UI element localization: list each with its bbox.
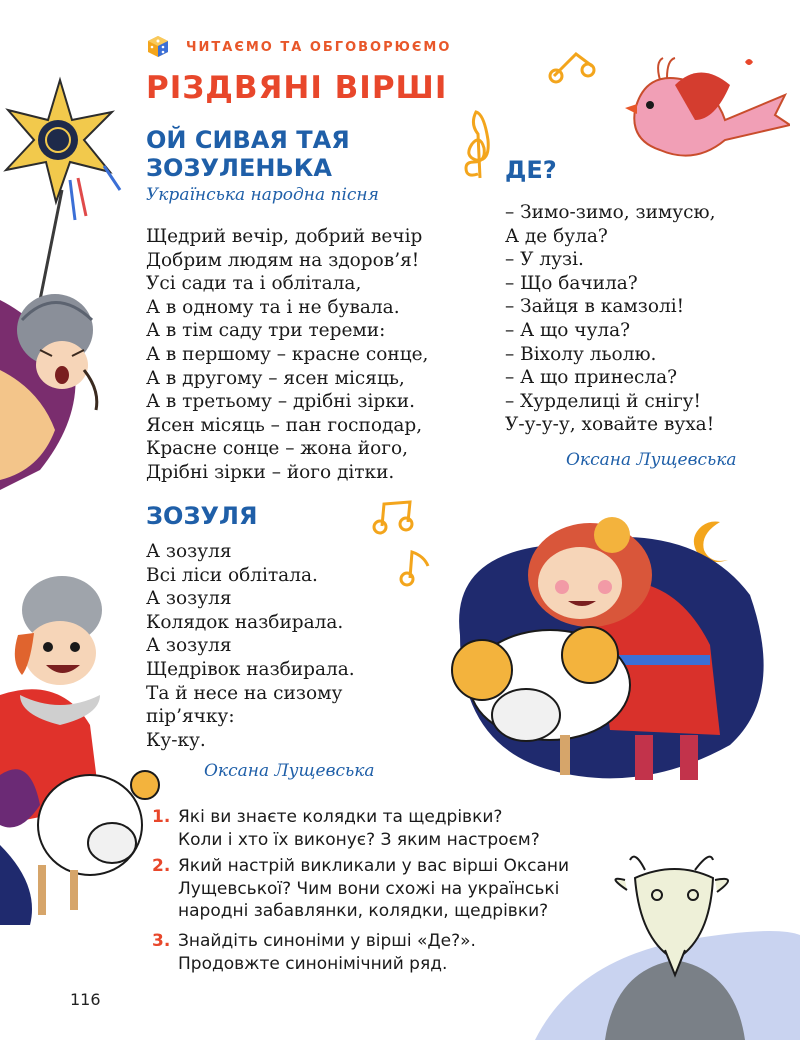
- poem-line: – А що чула?: [505, 319, 631, 341]
- music-note-icon: [370, 498, 420, 538]
- poem-line: Всі ліси облітала.: [146, 564, 318, 586]
- poem-line: А зозуля: [146, 635, 232, 657]
- poem-line: – Що бачила?: [505, 272, 638, 294]
- question-item: [152, 806, 540, 851]
- poem-subtitle: Українська народна пісня: [146, 185, 379, 205]
- poem-author: Оксана Лущевська: [204, 761, 375, 781]
- poem-line: У-у-у-у, ховайте вуха!: [505, 414, 715, 436]
- poem-line: А де була?: [505, 225, 608, 247]
- poem-title-line: ЗОЗУЛЕНЬКА: [146, 154, 332, 182]
- question-line: народні забавлянки, колядки, щедрівки?: [178, 901, 549, 921]
- star-icon: [0, 70, 125, 230]
- question-line: Лущевської? Чим вони схожі на українські: [178, 878, 560, 899]
- question-line: Знайдіть синоніми у вірші «Де?».: [178, 931, 476, 951]
- poem-title: ДЕ?: [505, 156, 557, 184]
- poem-line: А в першому – красне сонце,: [146, 343, 429, 365]
- question-number: 2.: [152, 856, 171, 876]
- question-number: 3.: [152, 931, 171, 951]
- poem-text: [146, 225, 428, 485]
- poem-line: Щедрий вечір, добрий вечір: [146, 226, 423, 247]
- poem-line: Дрібні зірки – його дітки.: [146, 461, 395, 483]
- poem-line: Добрим людям на здоров’я!: [146, 249, 420, 271]
- music-note-icon: [398, 548, 434, 588]
- poem-line: Ясен місяць – пан господар,: [146, 414, 423, 436]
- dice-icon: [146, 34, 170, 58]
- poem-line: пір’ячку:: [146, 706, 235, 728]
- question-line: Коли і хто їх виконує? З яким настроєм?: [178, 829, 540, 850]
- poem-line: – Віхолу льолю.: [505, 343, 657, 365]
- poem-line: – Зайця в камзолі!: [505, 296, 685, 318]
- poem-title: [146, 126, 350, 182]
- poem-line: Колядок назбирала.: [146, 611, 344, 633]
- question-line: Які ви знаєте колядки та щедрівки?: [178, 807, 503, 827]
- page-number: 116: [70, 990, 101, 1009]
- goat-illustration: [535, 850, 800, 1040]
- question-line: Продовжте синонімічний ряд.: [178, 953, 448, 974]
- question-item: [152, 930, 476, 975]
- poem-line: Усі сади та і облітала,: [146, 273, 362, 295]
- music-note-icon: [548, 46, 598, 86]
- question-line: Який настрій викликали у вас вірші Оксани: [178, 856, 570, 876]
- section-label: ЧИТАЄМО ТА ОБГОВОРЮЄМО: [186, 40, 452, 55]
- boy-with-ram-illustration: [0, 565, 160, 925]
- poem-line: А в третьому – дрібні зірки.: [146, 391, 415, 413]
- page-title: РІЗДВЯНІ ВІРШІ: [146, 70, 448, 106]
- bird-illustration: [605, 50, 790, 165]
- poem-line: А зозуля: [146, 588, 232, 610]
- poem-text: [146, 540, 355, 752]
- poem-line: – Зимо-зимо, зимусю,: [505, 202, 716, 223]
- poem-line: А в одному та і не бувала.: [146, 296, 400, 318]
- treble-clef-icon: [456, 104, 496, 184]
- poem-text: [505, 201, 716, 437]
- poem-line: Та й несе на сизому: [146, 682, 343, 704]
- question-number: 1.: [152, 807, 171, 827]
- poem-title-line: ОЙ СИВАЯ ТАЯ: [146, 126, 350, 154]
- poem-line: Щедрівок назбирала.: [146, 658, 355, 680]
- poem-line: А зозуля: [146, 541, 232, 562]
- poem-line: А в другому – ясен місяць,: [146, 367, 405, 389]
- poem-line: – Хурделиці й снігу!: [505, 390, 701, 412]
- poem-author: Оксана Лущевська: [566, 450, 737, 470]
- question-item: [152, 855, 569, 923]
- poem-line: А в тім саду три тереми:: [146, 320, 386, 342]
- poem-line: Красне сонце – жона його,: [146, 438, 408, 460]
- poem-line: – У лузі.: [505, 249, 584, 271]
- girl-with-ram-illustration: [440, 505, 775, 790]
- poem-line: – А що принесла?: [505, 367, 678, 389]
- poem-title: ЗОЗУЛЯ: [146, 502, 258, 530]
- poem-line: Ку-ку.: [146, 729, 206, 751]
